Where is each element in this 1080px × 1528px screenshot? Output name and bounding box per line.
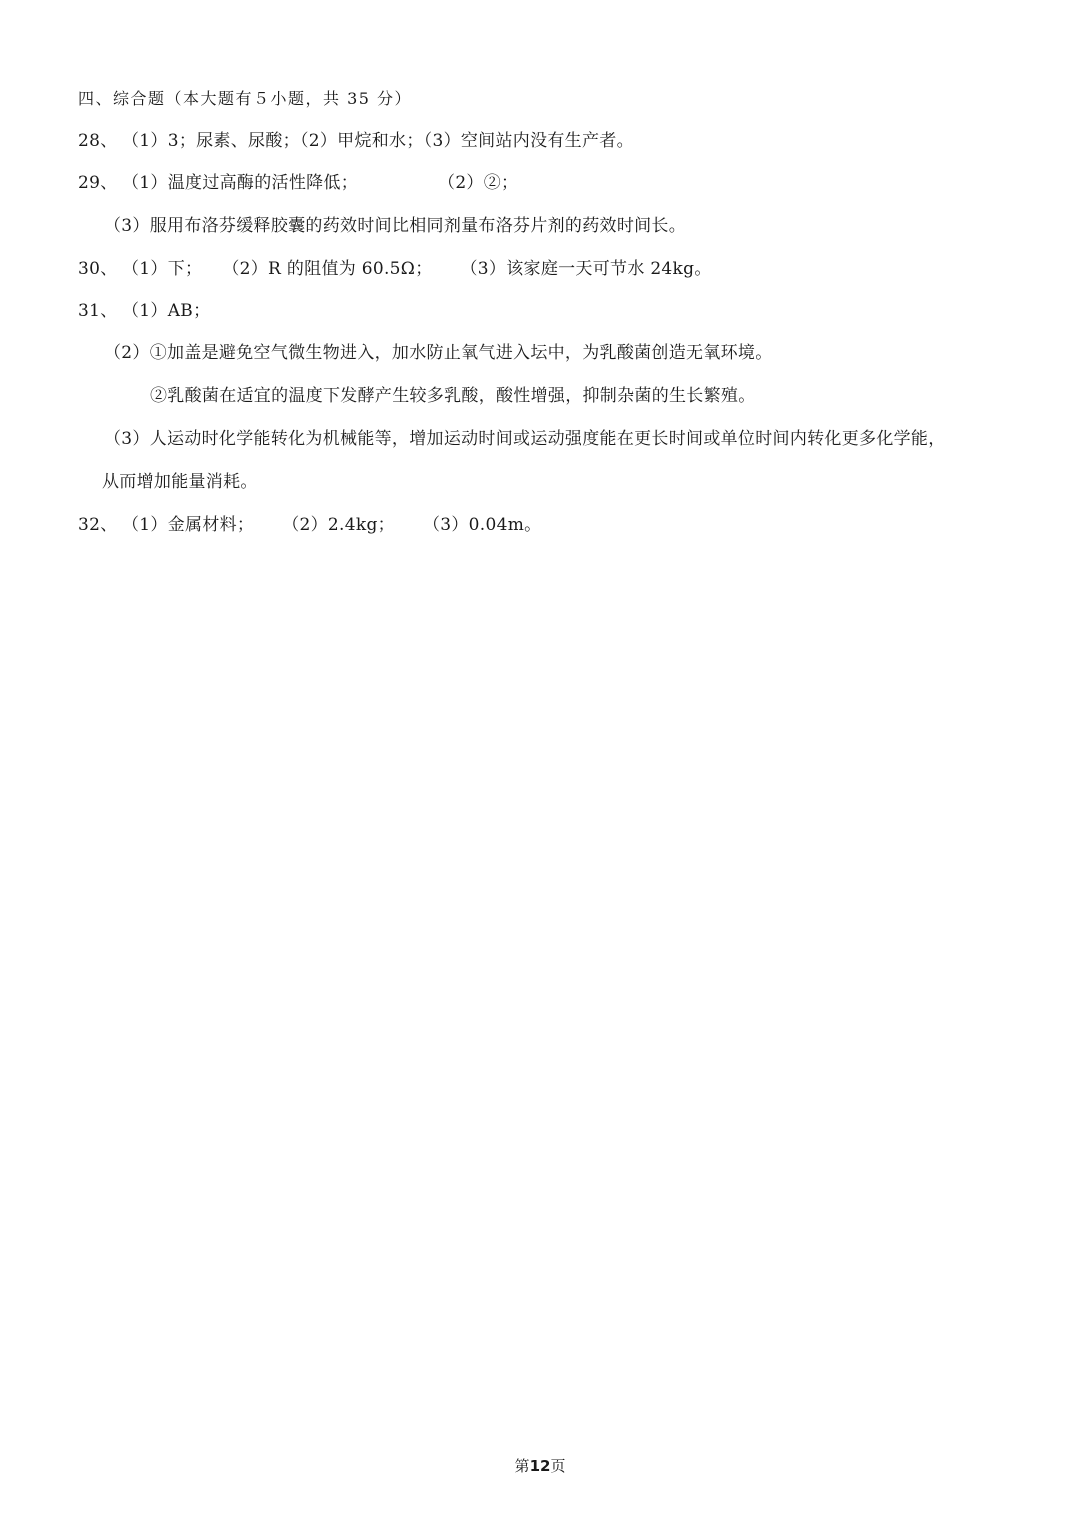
answer-32 xyxy=(78,513,541,537)
answer-part-1: （1）3；尿素、尿酸； xyxy=(122,131,300,151)
question-number: 30、 xyxy=(78,259,118,279)
answer-part-3: （3）0.04m。 xyxy=(422,515,542,535)
answer-part-2: （2）甲烷和水； xyxy=(299,131,424,151)
answer-31-part-3a: （3）人运动时化学能转化为机械能等，增加运动时间或运动强度能在更长时间或单位时间内转化更多化学能， xyxy=(104,429,946,449)
question-number: 32、 xyxy=(78,515,118,535)
answer-part-1: （1）金属材料； xyxy=(122,515,255,535)
answer-28 xyxy=(78,129,634,153)
question-number: 29、 xyxy=(78,173,118,193)
answer-29-part-3: （3）服用布洛芬缓释胶囊的药效时间比相同剂量布洛芬片剂的药效时间长。 xyxy=(104,216,687,236)
page-number: 12 xyxy=(529,1457,551,1475)
answer-part-2: （2）2.4kg； xyxy=(282,515,395,535)
section-title: 四、综合题（本大题有５小题，共 35 分） xyxy=(78,89,413,108)
answer-part-3: （3）该家庭一天可节水 24kg。 xyxy=(460,259,712,279)
page-label-prefix: 第 xyxy=(514,1457,530,1475)
question-number: 31、 xyxy=(78,301,118,321)
answer-part-1: （1）AB； xyxy=(122,301,211,321)
answer-30 xyxy=(78,257,712,281)
answer-part-1: （1）温度过高酶的活性降低； xyxy=(122,173,359,193)
answer-part-2: （2）R 的阻值为 60.5Ω； xyxy=(222,259,433,279)
answer-part-2: （2）②； xyxy=(438,173,519,193)
answer-31 xyxy=(78,299,210,323)
page-label-suffix: 页 xyxy=(550,1457,566,1475)
page-footer xyxy=(0,1455,1080,1477)
question-number: 28、 xyxy=(78,131,118,151)
answer-31-part-2a: （2）①加盖是避免空气微生物进入，加水防止氧气进入坛中，为乳酸菌创造无氧环境。 xyxy=(104,343,773,363)
answer-29 xyxy=(78,171,518,195)
answer-31-part-2b: ②乳酸菌在适宜的温度下发酵产生较多乳酸，酸性增强，抑制杂菌的生长繁殖。 xyxy=(150,386,756,406)
answer-part-1: （1）下； xyxy=(122,259,203,279)
answer-31-part-3b: 从而增加能量消耗。 xyxy=(102,472,258,492)
answer-part-3: （3）空间站内没有生产者。 xyxy=(423,131,634,151)
